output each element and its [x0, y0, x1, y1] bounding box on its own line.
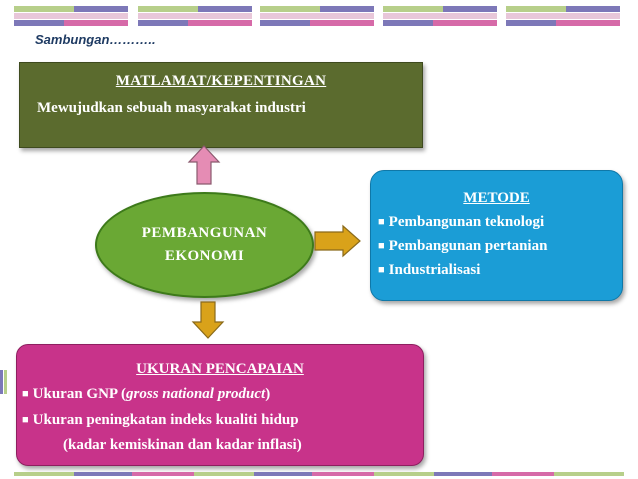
bottom-decorative-strip: [0, 470, 638, 479]
side-marker: [0, 370, 10, 394]
matlamat-title: MATLAMAT/KEPENTINGAN: [115, 73, 327, 89]
matlamat-box: [19, 62, 423, 148]
top-decorative-strip: [0, 0, 638, 30]
ukuran-box: [16, 344, 424, 466]
ukuran-item: ■ Ukuran peningkatan indeks kualiti hidup: [22, 412, 299, 428]
square-bullet-icon: ■: [378, 216, 385, 228]
metode-item: ■ Pembangunan teknologi: [378, 214, 545, 230]
ukuran-item-continuation: (kadar kemiskinan dan kadar inflasi): [63, 437, 302, 453]
metode-title: METODE: [463, 190, 530, 206]
square-bullet-icon: ■: [378, 240, 385, 252]
square-bullet-icon: ■: [22, 388, 29, 400]
top-deco-block: [138, 6, 252, 26]
metode-box: [370, 170, 623, 301]
square-bullet-icon: ■: [22, 414, 29, 426]
subtitle: Sambungan………..: [35, 32, 156, 47]
metode-item: ■ Industrialisasi: [378, 262, 481, 278]
matlamat-text: Mewujudkan sebuah masyarakat industri: [37, 100, 306, 116]
arrow-down-icon: [191, 300, 225, 340]
metode-item: ■ Pembangunan pertanian: [378, 238, 548, 254]
top-deco-block: [506, 6, 620, 26]
arrow-up-icon: [187, 144, 221, 186]
square-bullet-icon: ■: [378, 264, 385, 276]
ukuran-item: ■ Ukuran GNP (gross national product): [22, 386, 271, 402]
center-ellipse: [95, 192, 314, 298]
ukuran-title: UKURAN PENCAPAIAN: [136, 361, 304, 377]
top-deco-block: [383, 6, 497, 26]
top-deco-block: [260, 6, 374, 26]
top-deco-block: [14, 6, 128, 26]
center-line-1: PEMBANGUNAN: [141, 225, 268, 241]
center-line-2: EKONOMI: [164, 248, 245, 264]
arrow-right-icon: [313, 224, 363, 258]
